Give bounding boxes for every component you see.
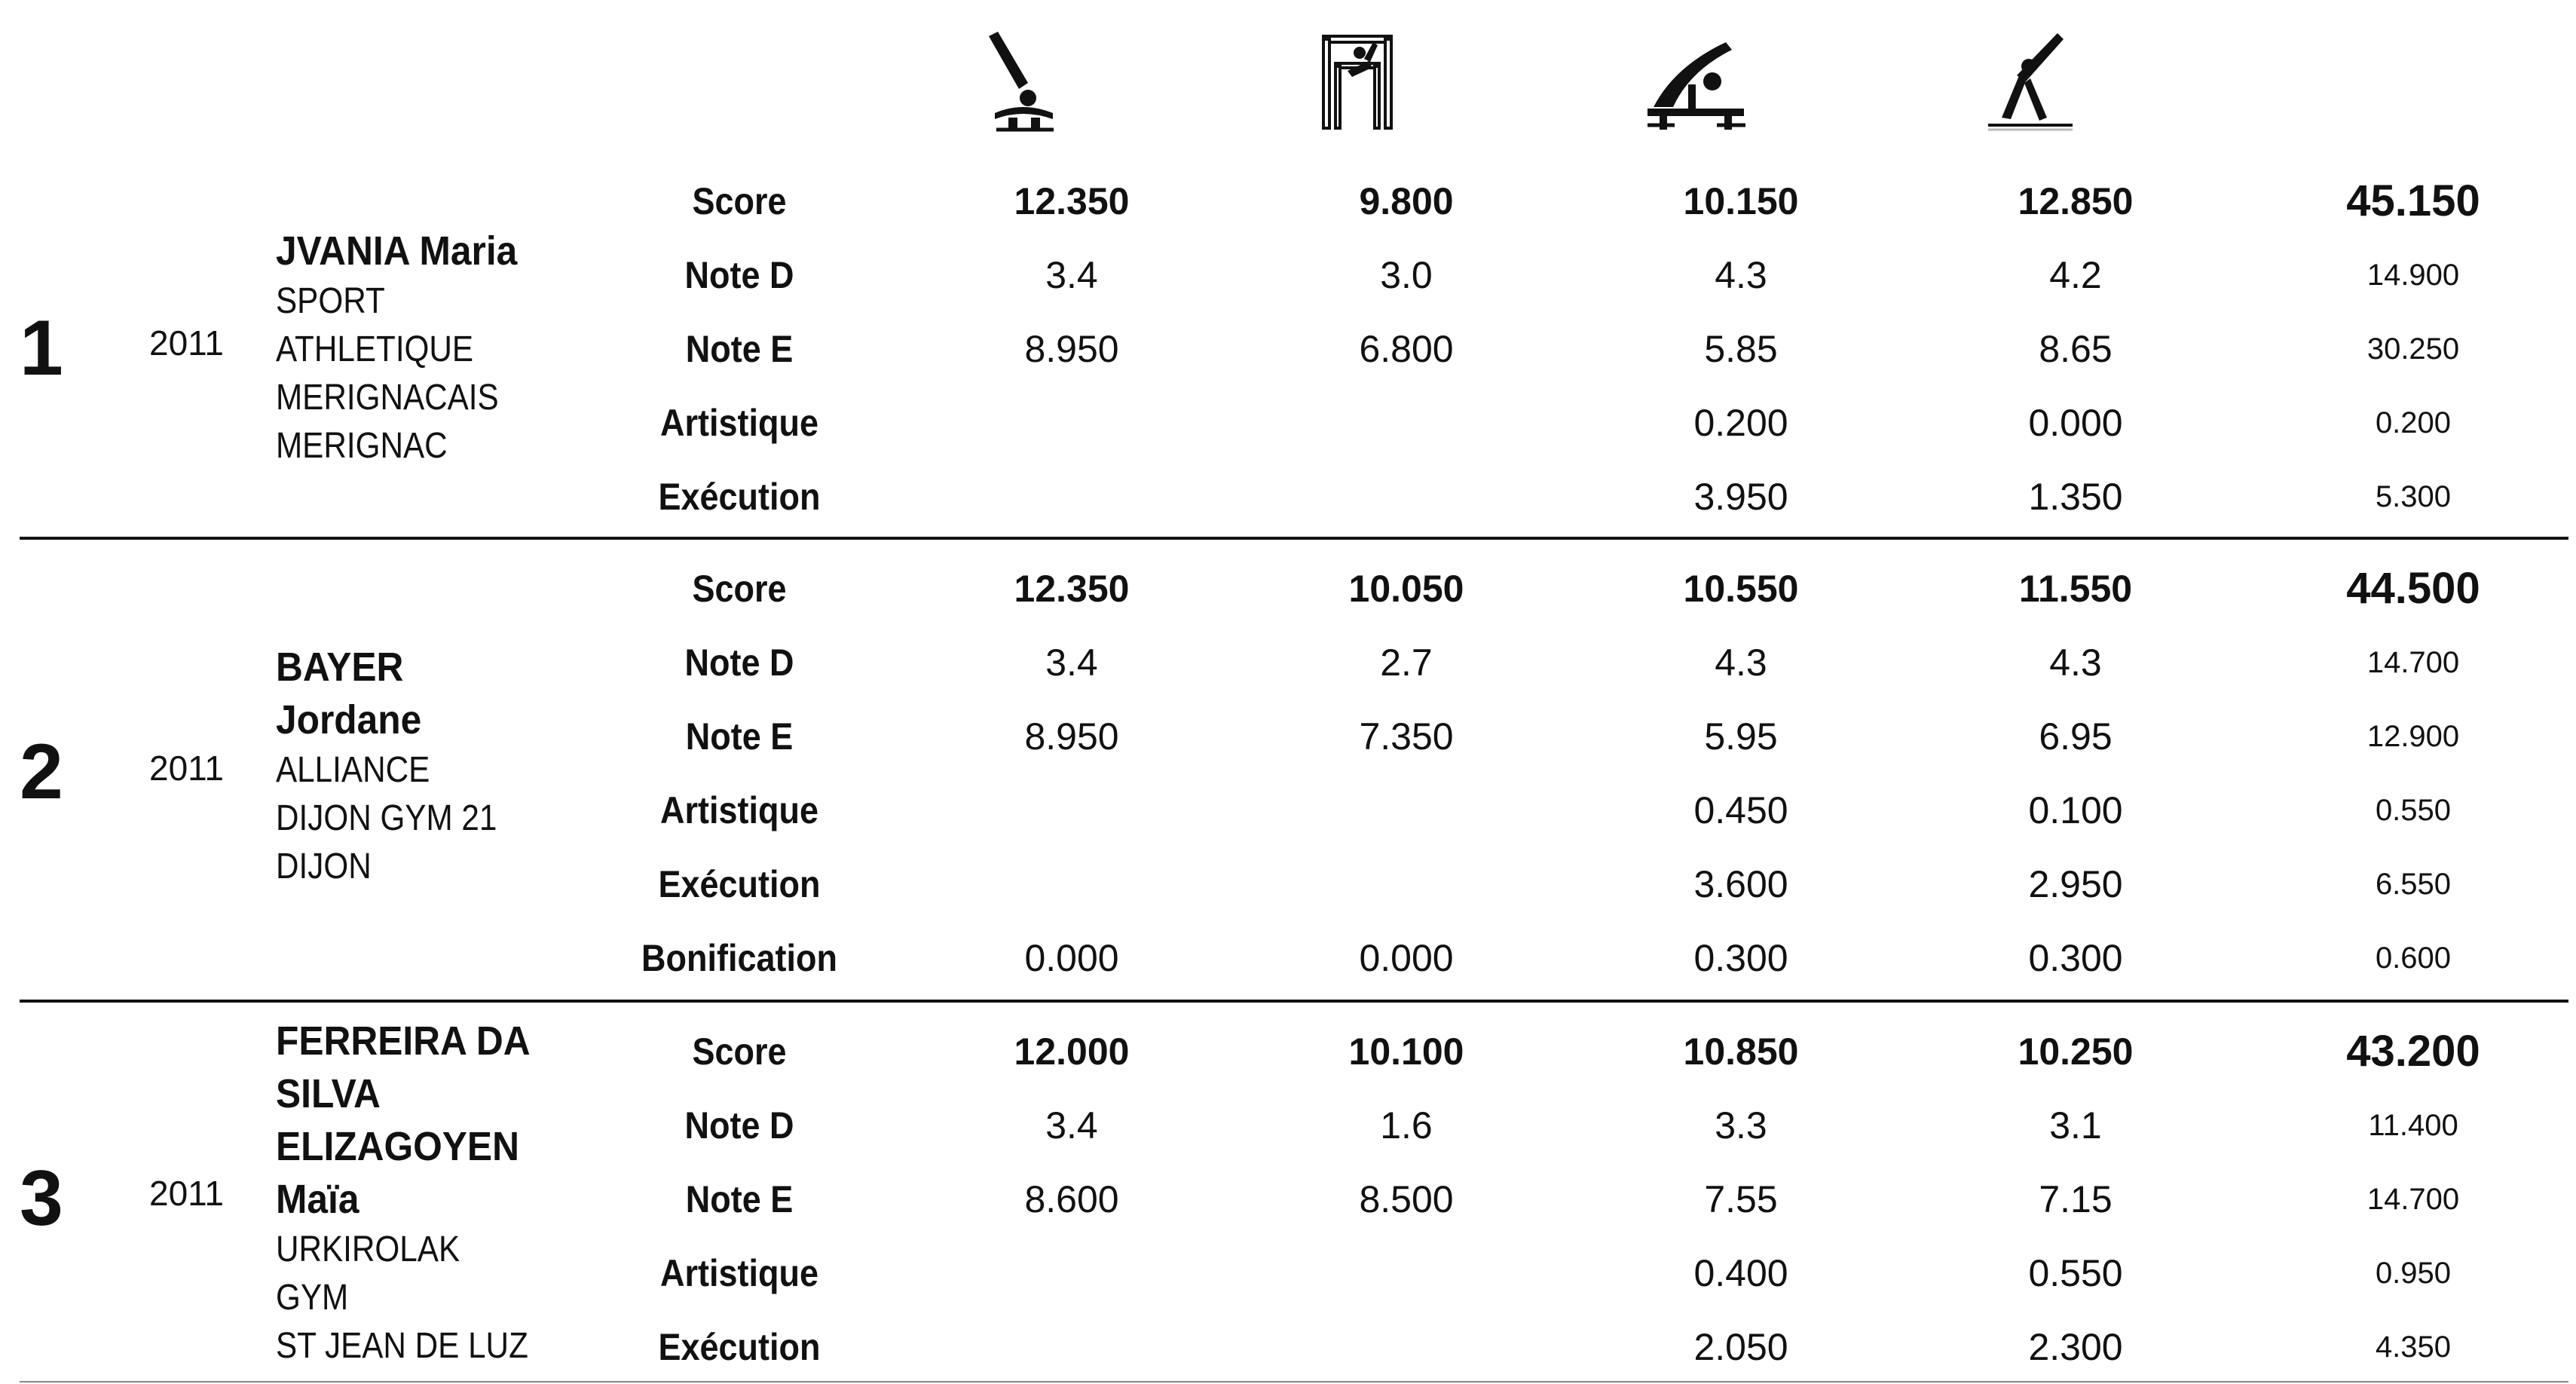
total-value: 14.900 <box>2366 259 2460 292</box>
vault-value: 3.4 <box>1045 1104 1098 1147</box>
score-row <box>20 164 2576 238</box>
score-row <box>20 1015 2576 1089</box>
bars-score: 9.800 <box>1359 180 1454 222</box>
club-line: ALLIANCE <box>276 750 430 790</box>
bars-score: 10.050 <box>1348 568 1464 610</box>
rank: 3 <box>20 1155 63 1242</box>
bars-value: 7.350 <box>1359 715 1454 758</box>
floor-score: 10.250 <box>2018 1030 2134 1073</box>
bars-value: 3.0 <box>1380 254 1433 296</box>
row-label: Score <box>692 180 787 222</box>
club-line: ST JEAN DE LUZ <box>276 1326 528 1366</box>
total-value: 30.250 <box>2366 332 2460 366</box>
row-label: Exécution <box>658 863 821 905</box>
floor-value: 7.15 <box>2039 1178 2113 1220</box>
beam-value: 2.050 <box>1693 1326 1788 1368</box>
row-label: Artistique <box>659 789 819 831</box>
bonification-row <box>20 921 2576 995</box>
row-label: Note E <box>685 715 794 758</box>
rank: 2 <box>20 728 63 816</box>
club-line: MERIGNACAIS <box>276 378 499 418</box>
row-label: Artistique <box>659 1252 819 1294</box>
row-label: Note D <box>684 254 794 296</box>
vault-value: 3.4 <box>1045 254 1098 296</box>
floor-value: 0.550 <box>2028 1252 2123 1294</box>
bars-value: 0.000 <box>1359 937 1454 979</box>
execution-row <box>20 460 2576 534</box>
beam-value: 7.55 <box>1704 1178 1778 1220</box>
floor-value: 2.950 <box>2028 863 2123 905</box>
total-value: 14.700 <box>2366 1183 2460 1216</box>
beam-value: 0.300 <box>1693 937 1788 979</box>
floor-exercise-icon <box>1982 29 2080 134</box>
uneven-bars-icon <box>1317 29 1400 134</box>
athlete-name: JVANIA Maria <box>276 228 518 274</box>
bars-value: 6.800 <box>1359 328 1454 370</box>
floor-score: 12.850 <box>2018 180 2134 222</box>
athlete-name: Jordane <box>276 697 422 743</box>
beam-value: 3.600 <box>1693 863 1788 905</box>
bars-value: 2.7 <box>1380 641 1433 684</box>
birth-year: 2011 <box>149 323 224 363</box>
vault-value: 8.950 <box>1024 328 1119 370</box>
total-value: 12.900 <box>2366 720 2460 753</box>
balance-beam-icon <box>1644 29 1750 134</box>
row-label: Note E <box>685 1178 794 1220</box>
artistique-row <box>20 773 2576 847</box>
row-label: Bonification <box>641 937 837 979</box>
beam-score: 10.150 <box>1683 180 1799 222</box>
floor-value: 2.300 <box>2028 1326 2123 1368</box>
floor-value: 1.350 <box>2028 476 2123 518</box>
row-label: Artistique <box>659 402 819 444</box>
beam-score: 10.550 <box>1683 568 1799 610</box>
total-score: 44.500 <box>2346 564 2480 613</box>
athlete-name: Maïa <box>276 1177 359 1222</box>
row-label: Note D <box>684 641 794 684</box>
artistique-row <box>20 1236 2576 1310</box>
floor-value: 0.300 <box>2028 937 2123 979</box>
rank: 1 <box>20 305 63 392</box>
execution-row <box>20 847 2576 921</box>
floor-value: 8.65 <box>2039 328 2113 370</box>
birth-year: 2011 <box>149 749 224 788</box>
athlete-name: FERREIRA DA <box>276 1018 531 1064</box>
vault-icon <box>981 29 1064 134</box>
vault-score: 12.000 <box>1014 1030 1130 1073</box>
row-label: Exécution <box>658 1326 821 1368</box>
club-line: MERIGNAC <box>276 426 448 466</box>
vault-value: 0.000 <box>1024 937 1119 979</box>
row-divider <box>20 1000 2568 1003</box>
beam-value: 3.950 <box>1693 476 1788 518</box>
total-value: 6.550 <box>2375 868 2452 901</box>
floor-value: 4.2 <box>2049 254 2102 296</box>
club-line: ATHLETIQUE <box>276 329 474 369</box>
beam-score: 10.850 <box>1683 1030 1799 1073</box>
total-value: 4.350 <box>2375 1330 2452 1364</box>
note-d-row <box>20 1089 2576 1162</box>
beam-value: 4.3 <box>1715 641 1767 684</box>
vault-value: 8.950 <box>1024 715 1119 758</box>
row-label: Score <box>692 1030 787 1073</box>
total-value: 0.950 <box>2375 1257 2452 1290</box>
score-row <box>20 552 2576 626</box>
vault-value: 8.600 <box>1024 1178 1119 1220</box>
row-label: Exécution <box>658 476 821 518</box>
floor-score: 11.550 <box>2018 568 2133 610</box>
row-label: Note D <box>684 1104 794 1147</box>
floor-value: 3.1 <box>2049 1104 2102 1147</box>
note-e-row <box>20 1162 2576 1236</box>
execution-row <box>20 1310 2576 1384</box>
row-label: Score <box>692 568 787 610</box>
floor-value: 0.000 <box>2028 402 2123 444</box>
total-value: 0.200 <box>2375 406 2452 439</box>
row-label: Note E <box>685 328 794 370</box>
beam-value: 4.3 <box>1715 254 1767 296</box>
club-line: DIJON GYM 21 <box>276 798 497 838</box>
vault-score: 12.350 <box>1014 180 1130 222</box>
row-divider <box>20 1381 2568 1382</box>
note-d-row <box>20 238 2576 312</box>
total-value: 14.700 <box>2366 646 2460 679</box>
total-value: 0.600 <box>2375 942 2452 975</box>
beam-value: 0.400 <box>1693 1252 1788 1294</box>
beam-value: 3.3 <box>1715 1104 1767 1147</box>
beam-value: 0.200 <box>1693 402 1788 444</box>
beam-value: 5.95 <box>1704 715 1778 758</box>
row-divider <box>20 537 2568 540</box>
athlete-name: BAYER <box>276 645 404 690</box>
bars-value: 1.6 <box>1380 1104 1433 1147</box>
beam-value: 0.450 <box>1693 789 1788 831</box>
total-value: 11.400 <box>2368 1109 2458 1142</box>
floor-value: 4.3 <box>2049 641 2102 684</box>
vault-score: 12.350 <box>1014 568 1130 610</box>
total-value: 5.300 <box>2375 480 2452 513</box>
club-line: GYM <box>276 1278 349 1318</box>
bars-value: 8.500 <box>1359 1178 1454 1220</box>
beam-value: 5.85 <box>1704 328 1778 370</box>
birth-year: 2011 <box>149 1174 224 1213</box>
artistique-row <box>20 386 2576 460</box>
total-score: 45.150 <box>2346 176 2480 225</box>
athlete-name: SILVA <box>276 1071 381 1116</box>
note-d-row <box>20 626 2576 700</box>
total-score: 43.200 <box>2346 1027 2480 1076</box>
floor-value: 6.95 <box>2039 715 2113 758</box>
total-value: 0.550 <box>2375 794 2452 827</box>
vault-value: 3.4 <box>1045 641 1098 684</box>
athlete-name: ELIZAGOYEN <box>276 1124 519 1169</box>
note-e-row <box>20 700 2576 773</box>
club-line: URKIROLAK <box>276 1229 460 1269</box>
bars-score: 10.100 <box>1348 1030 1464 1073</box>
club-line: SPORT <box>276 281 385 321</box>
club-line: DIJON <box>276 847 372 886</box>
note-e-row <box>20 312 2576 386</box>
floor-value: 0.100 <box>2028 789 2123 831</box>
